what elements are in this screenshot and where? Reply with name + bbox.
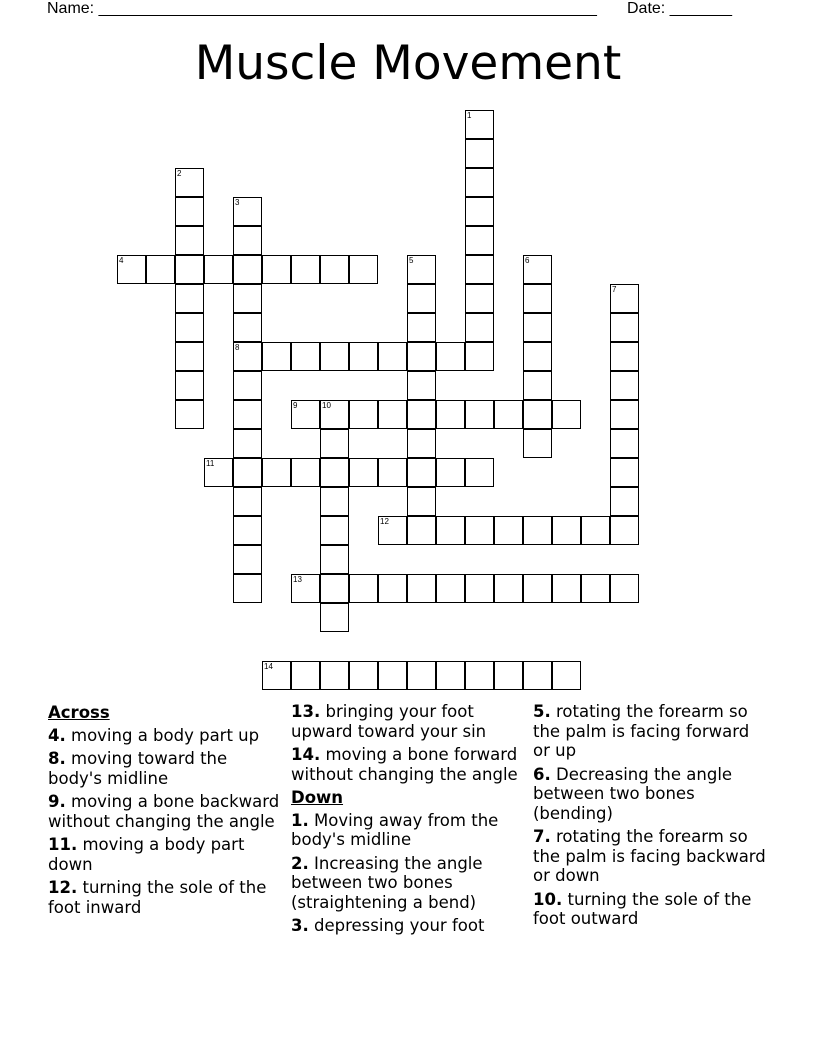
- crossword-cell[interactable]: [407, 458, 436, 487]
- crossword-cell[interactable]: [175, 226, 204, 255]
- crossword-cell[interactable]: [436, 574, 465, 603]
- clue-number-label: 7: [612, 285, 617, 294]
- crossword-cell[interactable]: [465, 313, 494, 342]
- clue-number: 6.: [533, 764, 551, 784]
- crossword-cell[interactable]: [262, 255, 291, 284]
- clue-text: depressing your foot: [308, 916, 485, 935]
- crossword-cell[interactable]: [407, 313, 436, 342]
- crossword-cell[interactable]: [407, 429, 436, 458]
- down-heading: Down: [291, 788, 344, 807]
- crossword-cell[interactable]: [378, 516, 407, 545]
- clue-number: 11.: [48, 835, 78, 854]
- crossword-cell[interactable]: [320, 255, 349, 284]
- crossword-cell[interactable]: [262, 342, 291, 371]
- crossword-cell[interactable]: [523, 313, 552, 342]
- clue-text: moving a bone backward without changing the angle: [48, 792, 280, 831]
- clue-text: turning the sole of the foot outward: [533, 889, 752, 928]
- clue-number: 13.: [291, 702, 321, 721]
- clue-text: turning the sole of the foot inward: [48, 878, 267, 917]
- clue-across-4: [48, 726, 284, 746]
- clue-number: 3.: [291, 916, 309, 935]
- crossword-cell[interactable]: [233, 487, 262, 516]
- crossword-cell[interactable]: [378, 342, 407, 371]
- clue-number-label: 9: [293, 401, 298, 410]
- crossword-cell[interactable]: [291, 255, 320, 284]
- crossword-cell[interactable]: [320, 458, 349, 487]
- crossword-cell[interactable]: [233, 197, 262, 226]
- crossword-cell[interactable]: [494, 400, 523, 429]
- crossword-cell[interactable]: [610, 371, 639, 400]
- clue-text: moving a bone forward without changing the angle: [291, 745, 518, 784]
- crossword-cell[interactable]: [523, 574, 552, 603]
- crossword-cell[interactable]: [175, 168, 204, 197]
- crossword-cell[interactable]: [349, 255, 378, 284]
- crossword-cell[interactable]: [407, 371, 436, 400]
- crossword-cell[interactable]: [465, 139, 494, 168]
- clue-text: moving a body part up: [65, 725, 260, 745]
- crossword-cell[interactable]: [465, 197, 494, 226]
- crossword-cell[interactable]: [610, 400, 639, 429]
- crossword-cell[interactable]: [233, 255, 262, 284]
- clue-number: 12.: [48, 878, 78, 897]
- crossword-cell[interactable]: [407, 284, 436, 313]
- clue-down-7: [533, 827, 769, 886]
- across-heading: Across: [48, 703, 110, 722]
- crossword-cell[interactable]: [523, 516, 552, 545]
- clue-number: 10.: [533, 889, 563, 909]
- crossword-cell[interactable]: [175, 284, 204, 313]
- crossword-cell[interactable]: [291, 400, 320, 429]
- crossword-cell[interactable]: [552, 516, 581, 545]
- crossword-cell[interactable]: [291, 574, 320, 603]
- crossword-cell[interactable]: [233, 226, 262, 255]
- crossword-cell[interactable]: [233, 342, 262, 371]
- crossword-cell[interactable]: [291, 458, 320, 487]
- clue-number-label: 8: [235, 343, 240, 352]
- clue-text: rotating the forearm so the palm is facing backward or down: [533, 827, 766, 885]
- clue-down-1: [291, 811, 527, 850]
- crossword-cell[interactable]: [233, 400, 262, 429]
- clue-number-label: 14: [264, 662, 273, 671]
- clues-column-1: [48, 702, 284, 921]
- crossword-cell[interactable]: [349, 342, 378, 371]
- clue-number-label: 4: [119, 256, 124, 265]
- clue-text: Moving away from the body's midline: [291, 810, 499, 849]
- crossword-cell[interactable]: [378, 574, 407, 603]
- crossword-cell[interactable]: [320, 574, 349, 603]
- clue-number: 4.: [48, 725, 66, 745]
- crossword-cell[interactable]: [436, 400, 465, 429]
- crossword-cell[interactable]: [175, 342, 204, 371]
- crossword-cell[interactable]: [465, 284, 494, 313]
- crossword-cell[interactable]: [465, 516, 494, 545]
- crossword-cell[interactable]: [233, 429, 262, 458]
- clue-number-label: 13: [293, 575, 302, 584]
- crossword-cell[interactable]: [610, 487, 639, 516]
- crossword-cell[interactable]: [494, 574, 523, 603]
- clue-number: 1.: [291, 810, 309, 830]
- crossword-cell[interactable]: [610, 429, 639, 458]
- crossword-cell[interactable]: [436, 516, 465, 545]
- name-field-label: Name: ________________________________________________________: [47, 0, 597, 17]
- crossword-cell[interactable]: [175, 371, 204, 400]
- clue-number-label: 6: [525, 256, 530, 265]
- crossword-cell[interactable]: [523, 371, 552, 400]
- crossword-cell[interactable]: [523, 255, 552, 284]
- crossword-cell[interactable]: [523, 429, 552, 458]
- crossword-cell[interactable]: [523, 400, 552, 429]
- crossword-cell[interactable]: [291, 342, 320, 371]
- clue-text: moving toward the body's midline: [48, 749, 228, 788]
- crossword-cell[interactable]: [465, 110, 494, 139]
- crossword-cell[interactable]: [175, 400, 204, 429]
- clue-text: moving a body part down: [48, 835, 245, 874]
- crossword-cell[interactable]: [494, 516, 523, 545]
- clues-column-3: [533, 702, 769, 933]
- crossword-cell[interactable]: [378, 400, 407, 429]
- clue-across-13: [291, 702, 527, 741]
- crossword-cell[interactable]: [204, 255, 233, 284]
- clue-down-6: [533, 765, 769, 824]
- clue-number: 7.: [533, 827, 551, 846]
- crossword-cell[interactable]: [407, 487, 436, 516]
- clue-number: 14.: [291, 745, 321, 764]
- crossword-cell[interactable]: [581, 516, 610, 545]
- crossword-cell[interactable]: [349, 574, 378, 603]
- crossword-cell[interactable]: [320, 400, 349, 429]
- crossword-cell[interactable]: [523, 284, 552, 313]
- clue-number: 2.: [291, 853, 309, 873]
- clue-number-label: 1: [467, 111, 472, 120]
- crossword-cell[interactable]: [233, 371, 262, 400]
- crossword-cell[interactable]: [610, 342, 639, 371]
- crossword-cell[interactable]: [465, 255, 494, 284]
- clue-number: 8.: [48, 749, 66, 768]
- crossword-cell[interactable]: [233, 545, 262, 574]
- crossword-cell[interactable]: [175, 197, 204, 226]
- crossword-cell[interactable]: [610, 574, 639, 603]
- clue-number: 5.: [533, 702, 551, 721]
- clue-down-3: [291, 916, 527, 936]
- crossword-cell[interactable]: [349, 458, 378, 487]
- crossword-cell[interactable]: [465, 168, 494, 197]
- crossword-cell[interactable]: [465, 400, 494, 429]
- crossword-cell[interactable]: [465, 226, 494, 255]
- clue-down-5: [533, 702, 769, 761]
- clue-number: 9.: [48, 792, 66, 811]
- crossword-cell[interactable]: [552, 661, 581, 690]
- crossword-cell[interactable]: [378, 661, 407, 690]
- crossword-cell[interactable]: [610, 284, 639, 313]
- crossword-cell[interactable]: [407, 661, 436, 690]
- crossword-cell[interactable]: [610, 458, 639, 487]
- clue-across-9: [48, 792, 284, 831]
- crossword-cell[interactable]: [465, 342, 494, 371]
- date-field-label: Date: _______: [627, 0, 732, 17]
- crossword-cell[interactable]: [465, 458, 494, 487]
- crossword-cell[interactable]: [436, 342, 465, 371]
- clue-number-label: 5: [409, 256, 414, 265]
- clue-number-label: 2: [177, 169, 182, 178]
- crossword-cell[interactable]: [233, 284, 262, 313]
- crossword-cell[interactable]: [320, 487, 349, 516]
- clue-number-label: 12: [380, 517, 389, 526]
- crossword-cell[interactable]: [175, 255, 204, 284]
- crossword-cell[interactable]: [407, 574, 436, 603]
- clue-across-11: [48, 835, 284, 874]
- clue-number-label: 10: [322, 401, 331, 410]
- crossword-cell[interactable]: [465, 661, 494, 690]
- clue-across-14: [291, 745, 527, 784]
- crossword-cell[interactable]: [291, 661, 320, 690]
- clue-down-10: [533, 890, 769, 929]
- crossword-cell[interactable]: [436, 661, 465, 690]
- crossword-cell[interactable]: [320, 342, 349, 371]
- crossword-cell[interactable]: [610, 313, 639, 342]
- crossword-cell[interactable]: [378, 458, 407, 487]
- crossword-cell[interactable]: [610, 516, 639, 545]
- clue-text: Increasing the angle between two bones (straightening a bend): [291, 853, 483, 912]
- clue-text: rotating the forearm so the palm is facing forward or up: [533, 702, 750, 760]
- crossword-cell[interactable]: [407, 255, 436, 284]
- crossword-cell[interactable]: [465, 574, 494, 603]
- crossword-cell[interactable]: [320, 661, 349, 690]
- crossword-cell[interactable]: [233, 574, 262, 603]
- crossword-cell[interactable]: [262, 458, 291, 487]
- crossword-cell[interactable]: [523, 342, 552, 371]
- crossword-cell[interactable]: [349, 400, 378, 429]
- crossword-cell[interactable]: [233, 458, 262, 487]
- clue-down-2: [291, 854, 527, 913]
- crossword-cell[interactable]: [494, 661, 523, 690]
- crossword-cell[interactable]: [262, 661, 291, 690]
- crossword-cell[interactable]: [233, 516, 262, 545]
- clues-column-2: [291, 702, 527, 940]
- clue-across-8: [48, 749, 284, 788]
- crossword-cell[interactable]: [523, 661, 552, 690]
- crossword-cell[interactable]: [320, 429, 349, 458]
- clue-text: bringing your foot upward toward your sin: [291, 702, 487, 741]
- crossword-cell[interactable]: [320, 545, 349, 574]
- crossword-cell[interactable]: [552, 574, 581, 603]
- crossword-cell[interactable]: [204, 458, 233, 487]
- crossword-cell[interactable]: [581, 574, 610, 603]
- crossword-cell[interactable]: [117, 255, 146, 284]
- crossword-cell[interactable]: [175, 313, 204, 342]
- clue-number-label: 11: [206, 459, 215, 468]
- crossword-cell[interactable]: [320, 603, 349, 632]
- clue-number-label: 3: [235, 198, 240, 207]
- page-title: Muscle Movement: [194, 36, 622, 91]
- crossword-cell[interactable]: [233, 313, 262, 342]
- crossword-cell[interactable]: [436, 458, 465, 487]
- crossword-cell[interactable]: [407, 516, 436, 545]
- crossword-cell[interactable]: [146, 255, 175, 284]
- clue-text: Decreasing the angle between two bones (bending): [533, 764, 733, 823]
- crossword-cell[interactable]: [320, 516, 349, 545]
- crossword-cell[interactable]: [552, 400, 581, 429]
- crossword-cell[interactable]: [407, 400, 436, 429]
- crossword-cell[interactable]: [349, 661, 378, 690]
- clue-across-12: [48, 878, 284, 917]
- crossword-cell[interactable]: [407, 342, 436, 371]
